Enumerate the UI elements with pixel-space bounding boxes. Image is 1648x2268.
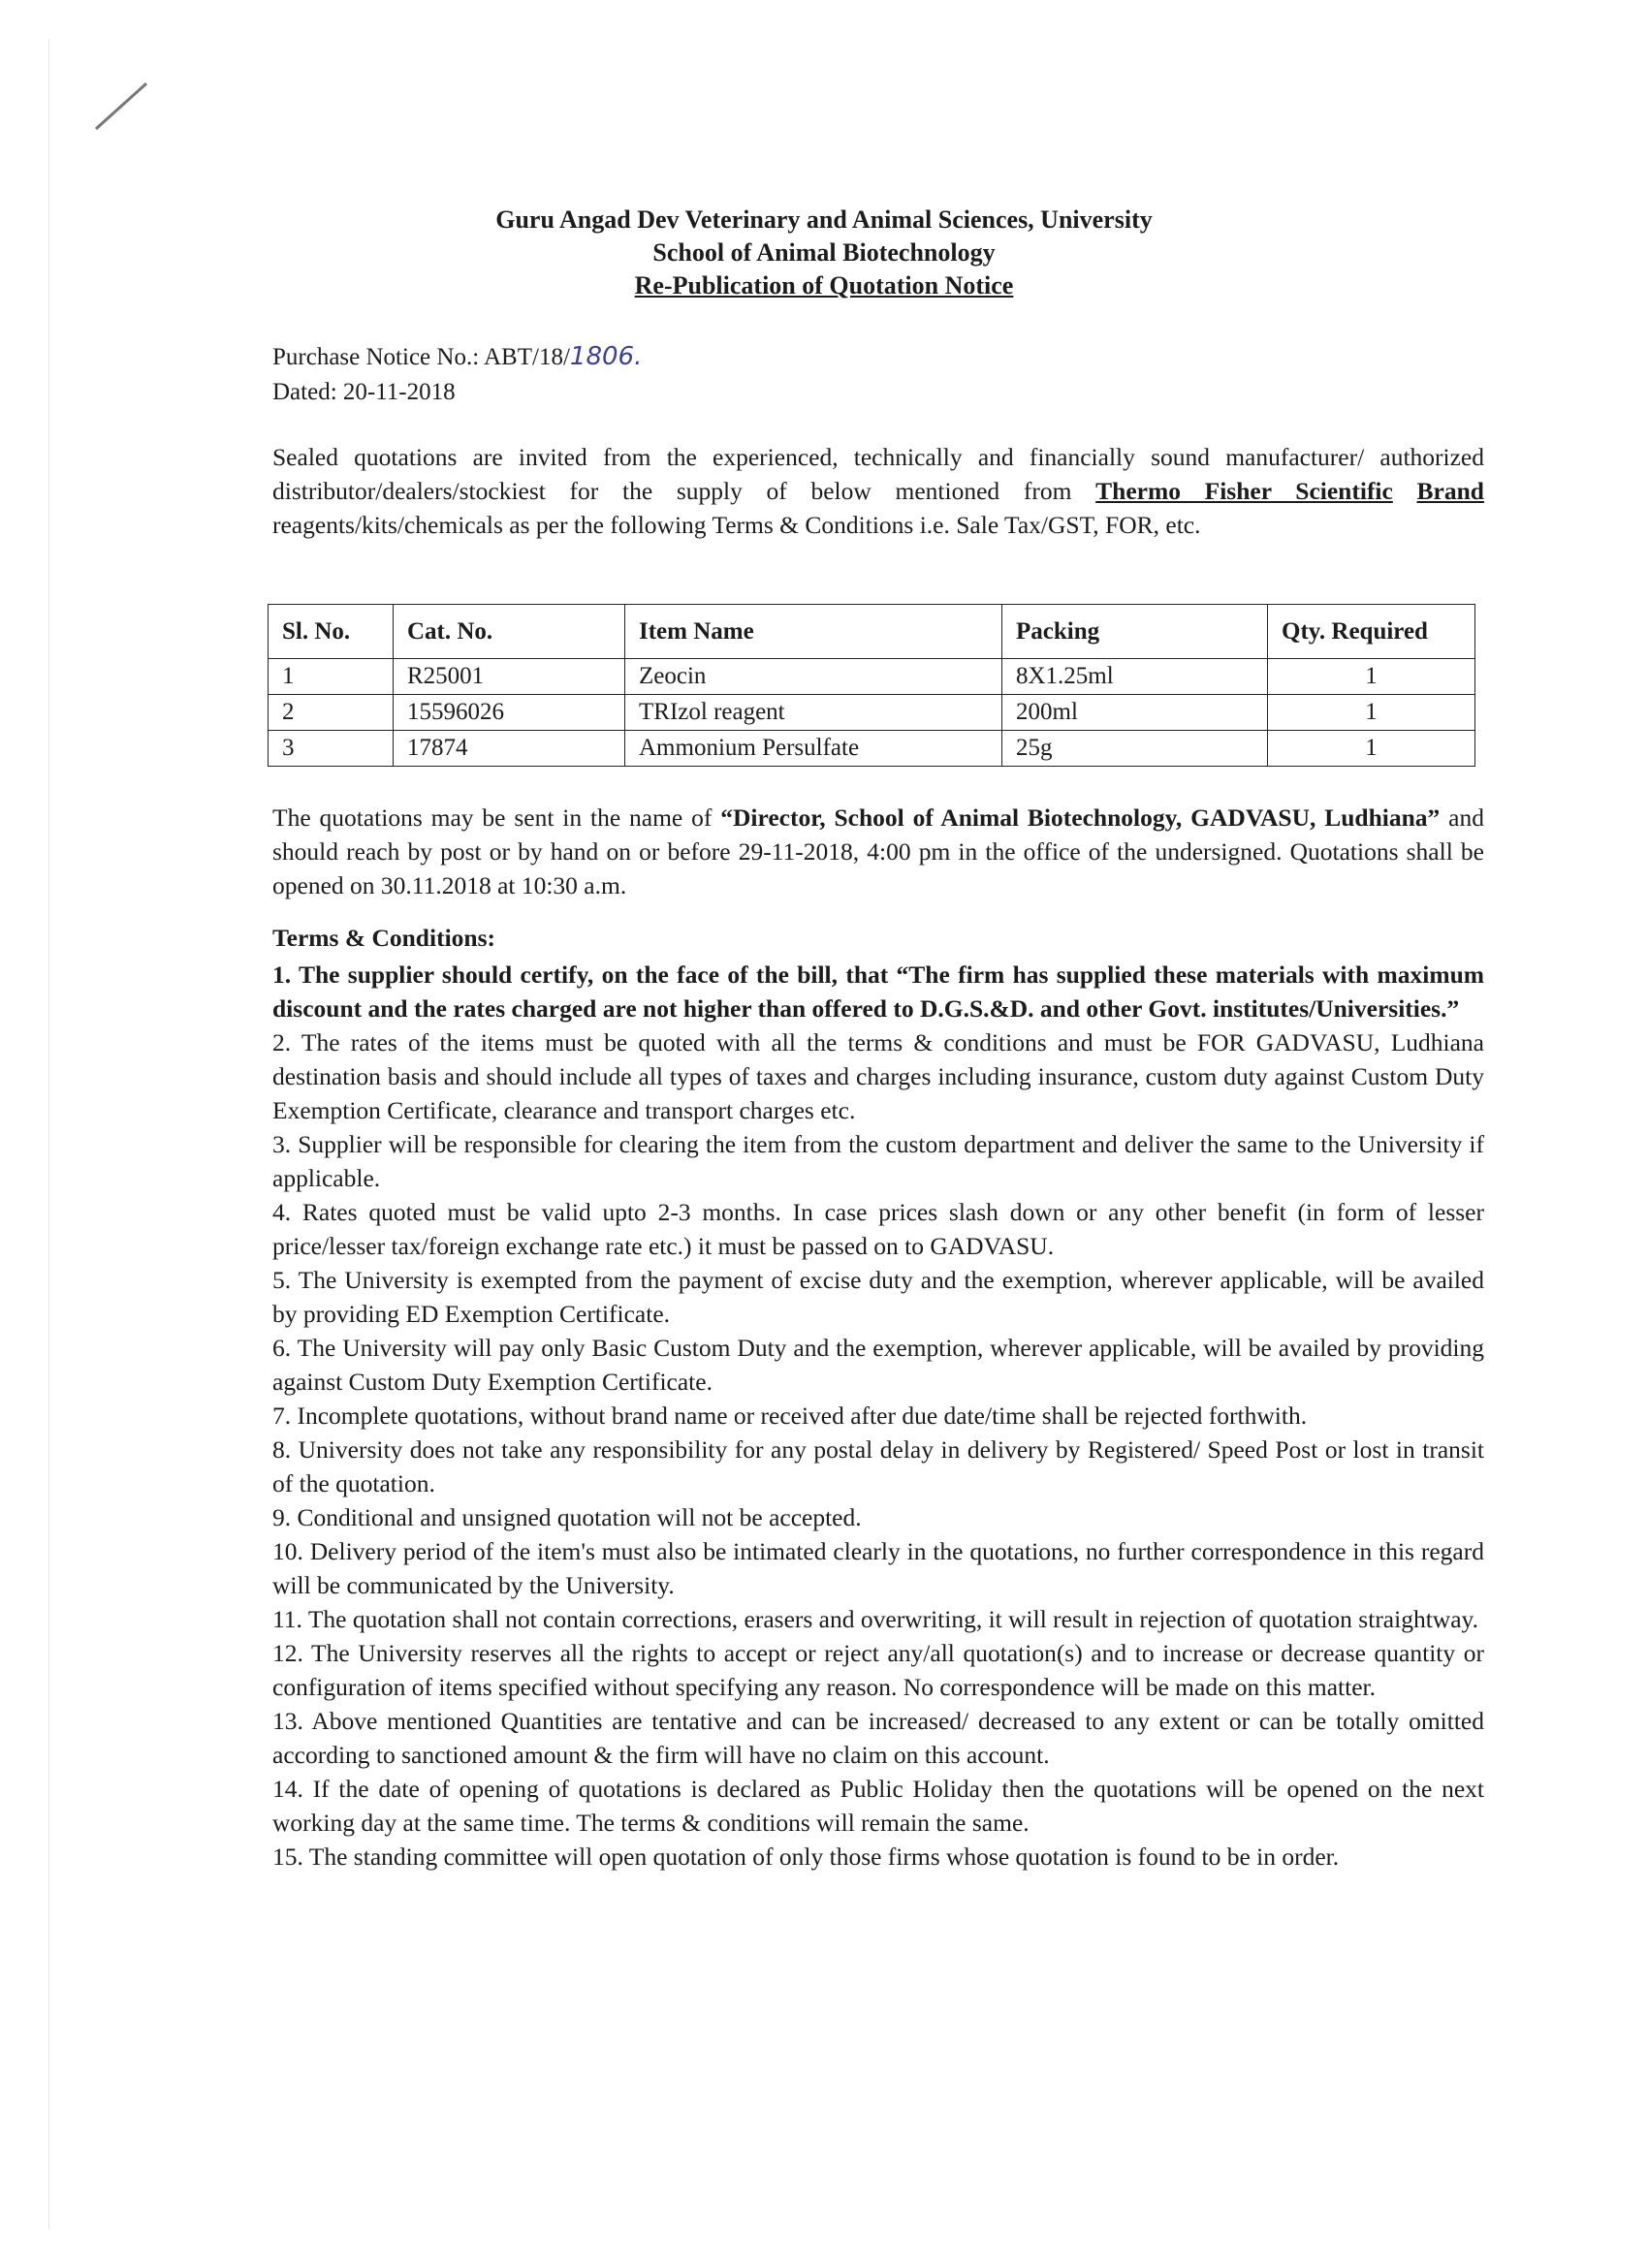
header-cat-no: Cat. No. (394, 605, 625, 659)
cell-packing: 8X1.25ml (1002, 659, 1268, 695)
term-item: 12. The University reserves all the rights to accept or reject any/all quotation(s) and to increase or decrease quantity or configuration of items specified without specifying any reason. No correspondence will be made on this matter. (272, 1639, 1484, 1701)
cell-sl-no: 3 (269, 731, 394, 767)
pen-tick-mark (95, 82, 147, 130)
cell-item-name: Ammonium Persulfate (625, 731, 1002, 767)
table-row (269, 659, 1475, 695)
intro-text-start: Sealed quotations are invited from the experienced, technically and financially sound manufacturer/ authorized distributor/dealers/stockiest for the supply of below mentioned from (272, 443, 1484, 505)
header-sl-no: Sl. No. (269, 605, 394, 659)
header-item-name: Item Name (625, 605, 1002, 659)
notice-title: Re-Publication of Quotation Notice (634, 271, 1014, 299)
cell-item-name: Zeocin (625, 659, 1002, 695)
addressee: “Director, School of Animal Biotechnology, GADVASU, Ludhiana” (720, 803, 1441, 832)
cell-item-name: TRIzol reagent (625, 695, 1002, 731)
handwritten-notice-number: 1806. (569, 342, 643, 371)
terms-list (272, 958, 1484, 1874)
term-item: 13. Above mentioned Quantities are tentative and can be increased/ decreased to any extent or can be totally omitted according to sanctioned amount & the firm will have no claim on this account. (272, 1707, 1484, 1769)
cell-cat-no: 15596026 (394, 695, 625, 731)
term-item: 2. The rates of the items must be quoted with all the terms & conditions and must be FOR GADVASU, Ludhiana destination basis and should include all types of taxes and charges including insurance, custom duty against Custom Duty Exemption Certificate, clearance and transport charges etc. (272, 1028, 1484, 1124)
cell-qty: 1 (1268, 659, 1475, 695)
term-item: 1. The supplier should certify, on the face of the bill, that “The firm has supplied these materials with maximum discount and the rates charged are not higher than offered to D.G.S.&D. and other Govt. institutes/Universities.” (272, 961, 1484, 1023)
term-item: 4. Rates quoted must be valid upto 2-3 months. In case prices slash down or any other benefit (in form of lesser price/lesser tax/foreign exchange rate etc.) it must be passed on to GADVASU. (272, 1198, 1484, 1260)
purchase-notice-number (272, 339, 642, 375)
notice-date: Dated: 20-11-2018 (272, 379, 456, 405)
term-item: 5. The University is exempted from the payment of excise duty and the exemption, wherever applicable, will be availed by providing ED Exemption Certificate. (272, 1266, 1484, 1328)
table-row (269, 695, 1475, 731)
school-name: School of Animal Biotechnology (652, 238, 996, 267)
intro-paragraph (272, 440, 1484, 542)
scan-edge-line (48, 39, 49, 2229)
table-header-row (269, 605, 1475, 659)
cell-qty: 1 (1268, 695, 1475, 731)
term-item: 9. Conditional and unsigned quotation will not be accepted. (272, 1503, 862, 1531)
term-item: 3. Supplier will be responsible for clearing the item from the custom department and deliver the same to the University if applicable. (272, 1130, 1484, 1192)
header-qty-required: Qty. Required (1268, 605, 1475, 659)
submission-text-start: The quotations may be sent in the name of (272, 803, 721, 832)
cell-sl-no: 2 (269, 695, 394, 731)
cell-cat-no: 17874 (394, 731, 625, 767)
notice-meta (272, 339, 642, 410)
term-item: 6. The University will pay only Basic Custom Duty and the exemption, wherever applicable, will be availed by providing against Custom Duty Exemption Certificate. (272, 1334, 1484, 1396)
table-row (269, 731, 1475, 767)
submission-paragraph (272, 801, 1484, 902)
cell-packing: 25g (1002, 731, 1268, 767)
cell-cat-no: R25001 (394, 659, 625, 695)
term-item: 15. The standing committee will open quotation of only those firms whose quotation is found to be in order. (272, 1843, 1340, 1871)
submission-text-end: and should reach by post or by hand on or before 29-11-2018, 4:00 pm in the office of the undersigned. Quotations shall be opened on 30.11.2018 at 10:30 a.m. (272, 803, 1485, 899)
items-table (268, 604, 1475, 767)
document-header (0, 204, 1648, 302)
notice-number-label: Purchase Notice No.: ABT/18/ (272, 344, 570, 370)
cell-packing: 200ml (1002, 695, 1268, 731)
cell-qty: 1 (1268, 731, 1475, 767)
term-item: 14. If the date of opening of quotations is declared as Public Holiday then the quotations will be opened on the next working day at the same time. The terms & conditions will remain the same. (272, 1775, 1484, 1837)
term-item: 7. Incomplete quotations, without brand name or received after due date/time shall be rejected forthwith. (272, 1402, 1308, 1430)
cell-sl-no: 1 (269, 659, 394, 695)
term-item: 10. Delivery period of the item's must also be intimated clearly in the quotations, no further correspondence in this regard will be communicated by the University. (272, 1537, 1484, 1599)
intro-text-end: reagents/kits/chemicals as per the following Terms & Conditions i.e. Sale Tax/GST, FOR, etc. (272, 511, 1201, 539)
brand-name: Thermo Fisher Scientific (1095, 477, 1393, 505)
term-item: 8. University does not take any responsibility for any postal delay in delivery by Registered/ Speed Post or lost in transit of the quotation. (272, 1435, 1484, 1497)
terms-heading: Terms & Conditions: (272, 924, 495, 952)
term-item: 11. The quotation shall not contain corrections, erasers and overwriting, it will result in rejection of quotation straightway. (272, 1605, 1478, 1633)
brand-word: Brand (1416, 477, 1484, 505)
header-packing: Packing (1002, 605, 1268, 659)
university-name: Guru Angad Dev Veterinary and Animal Sciences, University (495, 205, 1153, 234)
